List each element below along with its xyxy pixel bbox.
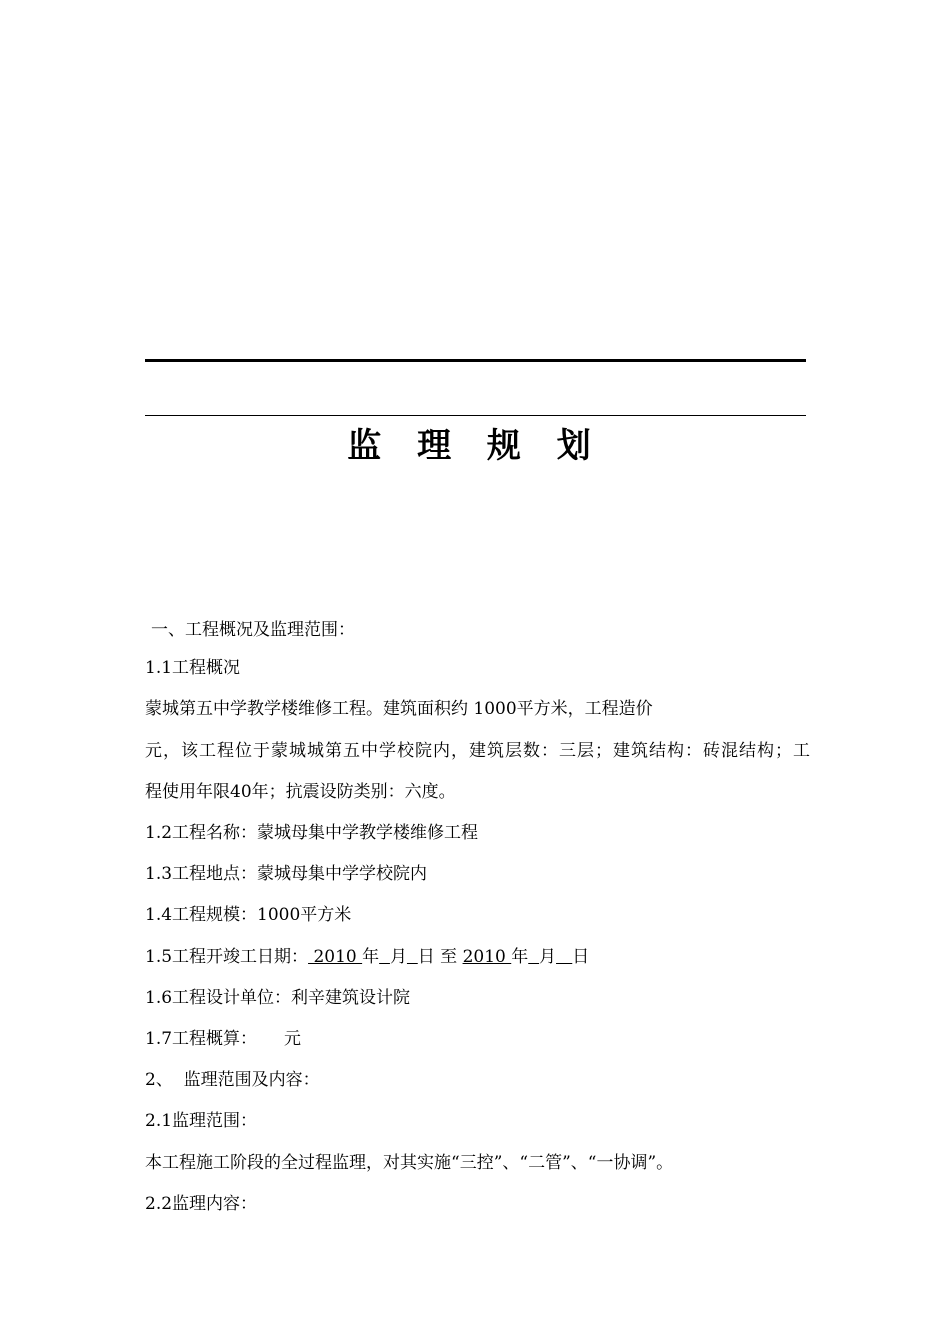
project-dates-line: [145, 945, 810, 969]
end-month-char: 月: [539, 947, 557, 967]
overview-line-3: 程使用年限40年；抗震设防类别：六度。: [145, 782, 456, 802]
end-day-char: 日: [572, 947, 590, 967]
start-month-blank: [379, 947, 390, 967]
start-day-blank: [407, 947, 418, 967]
section-1-heading: 一、工程概况及监理范围：: [151, 620, 355, 640]
start-month-char: 月: [389, 947, 407, 967]
design-unit-line: 1.6工程设计单位：利辛建筑设计院: [145, 988, 411, 1008]
end-month-blank: [528, 947, 539, 967]
start-year-char: 年: [362, 947, 380, 967]
start-day-char: 日: [417, 947, 435, 967]
end-year: 2010: [462, 947, 512, 967]
dates-to: 至: [434, 947, 463, 967]
top-thin-rule: [145, 415, 806, 416]
end-year-char: 年: [511, 947, 529, 967]
project-name-line: 1.2工程名称：蒙城母集中学教学楼维修工程: [145, 823, 479, 843]
end-day-blank: [556, 947, 572, 967]
section-2-2-heading: 2.2监理内容：: [145, 1194, 258, 1214]
start-year: 2010: [308, 947, 363, 967]
document-title: 监 理 规 划: [347, 426, 603, 466]
section-2-1-text: 本工程施工阶段的全过程监理，对其实施“三控”、“二管”、“一协调”。: [145, 1153, 674, 1173]
section-1-1-heading: 1.1工程概况: [145, 658, 241, 678]
budget-line: 1.7工程概算： 元: [145, 1029, 302, 1049]
project-location-line: 1.3工程地点：蒙城母集中学学校院内: [145, 864, 428, 884]
overview-line-2: 元，该工程位于蒙城城第五中学校院内，建筑层数：三层；建筑结构：砖混结构；工: [145, 741, 810, 761]
section-2-heading: 2、 监理范围及内容：: [145, 1070, 320, 1090]
dates-label: 1.5工程开竣工日期：: [145, 947, 309, 967]
top-thick-rule: [145, 359, 806, 362]
overview-line-1: 蒙城第五中学教学楼维修工程。建筑面积约 1000平方米，工程造价: [145, 699, 653, 719]
project-scale-line: 1.4工程规模：1000平方米: [145, 905, 352, 925]
section-2-1-heading: 2.1监理范围：: [145, 1111, 258, 1131]
